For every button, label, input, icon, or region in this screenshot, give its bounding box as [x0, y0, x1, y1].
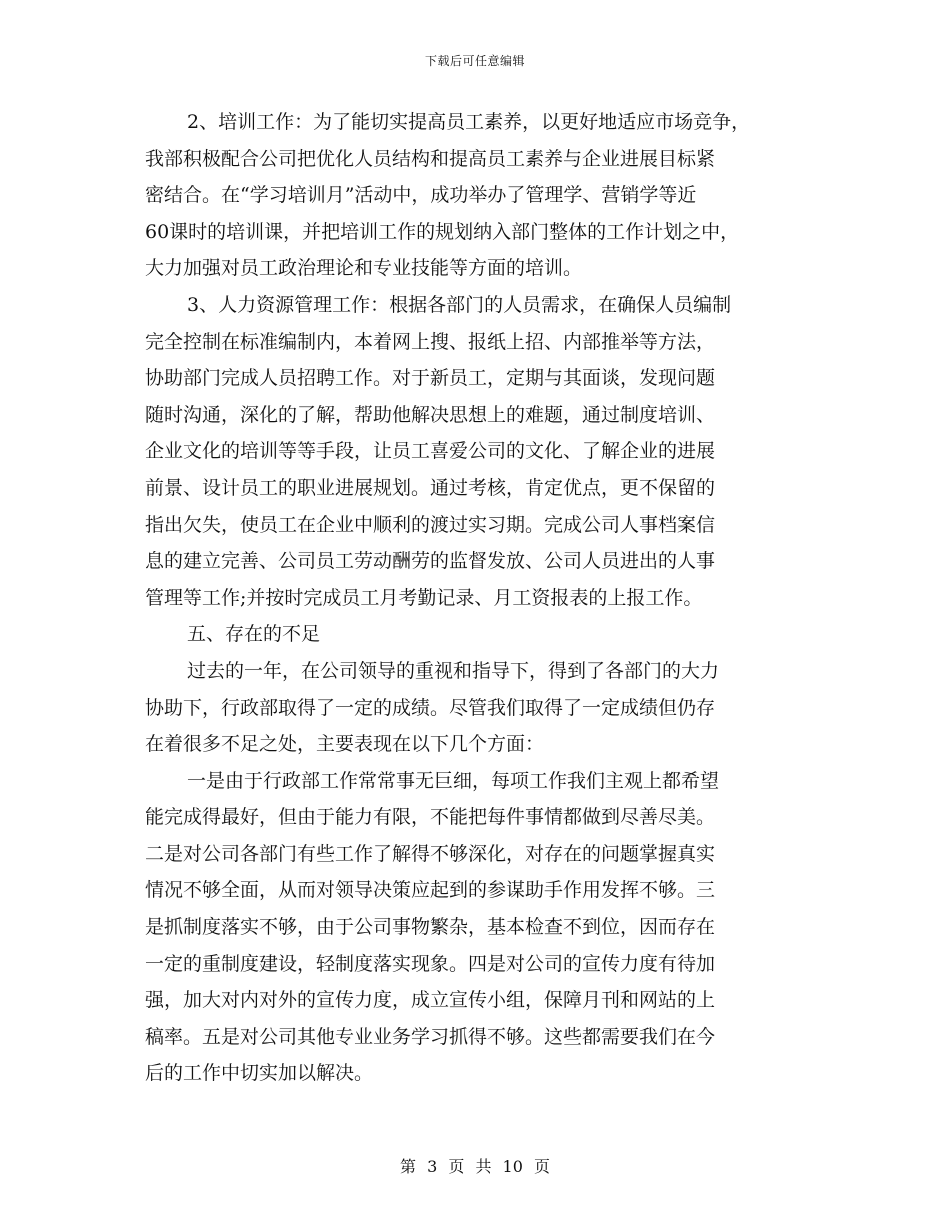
paragraph-line: 后的工作中切实加以解决。 [145, 1062, 374, 1085]
paragraph-line: 情况不够全面，从而对领导决策应起到的参谋助手作用发挥不够。三 [145, 879, 716, 902]
paragraph-line: 2、培训工作：为了能切实提高员工素养，以更好地适应市场竞争， [187, 111, 751, 133]
paragraph-line: 是抓制度落实不够，由于公司事物繁杂，基本检查不到位，因而存在 [145, 916, 716, 939]
paragraph-line: 在着很多不足之处，主要表现在以下几个方面： [145, 733, 545, 756]
paragraph-line: 过去的一年，在公司领导的重视和指导下，得到了各部门的大力 [187, 659, 720, 682]
paragraph-line: 企业文化的培训等等手段，让员工喜爱公司的文化、了解企业的进展 [145, 440, 716, 463]
page-header: 下载后可任意编辑 [424, 54, 525, 68]
paragraph-line: 能完成得最好，但由于能力有限，不能把每件事情都做到尽善尽美。 [145, 806, 716, 829]
paragraph-line: 一是由于行政部工作常常事无巨细，每项工作我们主观上都希望 [187, 769, 720, 792]
paragraph-line: 管理等工作;并按时完成员工月考勤记录、月工资报表的上报工作。 [145, 586, 703, 609]
paragraph-line: 60课时的培训课，并把培训工作的规划纳入部门整体的工作计划之中， [145, 220, 740, 243]
paragraph-line: 二是对公司各部门有些工作了解得不够深化，对存在的问题掌握真实 [145, 842, 716, 865]
paragraph-line: 强，加大对内对外的宣传力度，成立宣传小组，保障月刊和网站的上 [145, 989, 716, 1012]
paragraph-line: 前景、设计员工的职业进展规划。通过考核，肯定优点，更不保留的 [145, 476, 716, 499]
paragraph-line: 密结合。在“学习培训月”活动中，成功举办了管理学、营销学等近 [145, 184, 697, 207]
paragraph-line: 我部积极配合公司把优化人员结构和提高员工素养与企业进展目标紧 [145, 147, 716, 170]
paragraph-line: 完全控制在标准编制内，本着网上搜、报纸上招、内部推举等方法， [145, 330, 716, 353]
paragraph-line: 指出欠失，使员工在企业中顺利的渡过实习期。完成公司人事档案信 [145, 513, 716, 536]
paragraph-line: 随时沟通，深化的了解，帮助他解决思想上的难题，通过制度培训、 [145, 403, 716, 426]
page-footer: 第 3 页 共 10 页 [400, 1157, 550, 1176]
paragraph-line: 3、人力资源管理工作：根据各部门的人员需求，在确保人员编制 [187, 293, 732, 316]
section-heading: 五、存在的不足 [187, 623, 321, 646]
paragraph-line: 协助下，行政部取得了一定的成绩。尽管我们取得了一定成绩但仍存 [145, 696, 716, 719]
paragraph-line: 息的建立完善、公司员工劳动酬劳的监督发放、公司人员进出的人事 [145, 550, 716, 573]
paragraph-line: 大力加强对员工政治理论和专业技能等方面的培训。 [145, 257, 583, 280]
paragraph-line: 协助部门完成人员招聘工作。对于新员工，定期与其面谈，发现问题 [145, 367, 716, 390]
document-body [145, 104, 815, 1092]
paragraph-line: 一定的重制度建设，轻制度落实现象。四是对公司的宣传力度有待加 [145, 952, 716, 975]
paragraph-line: 稿率。五是对公司其他专业业务学习抓得不够。这些都需要我们在今 [145, 1025, 716, 1048]
